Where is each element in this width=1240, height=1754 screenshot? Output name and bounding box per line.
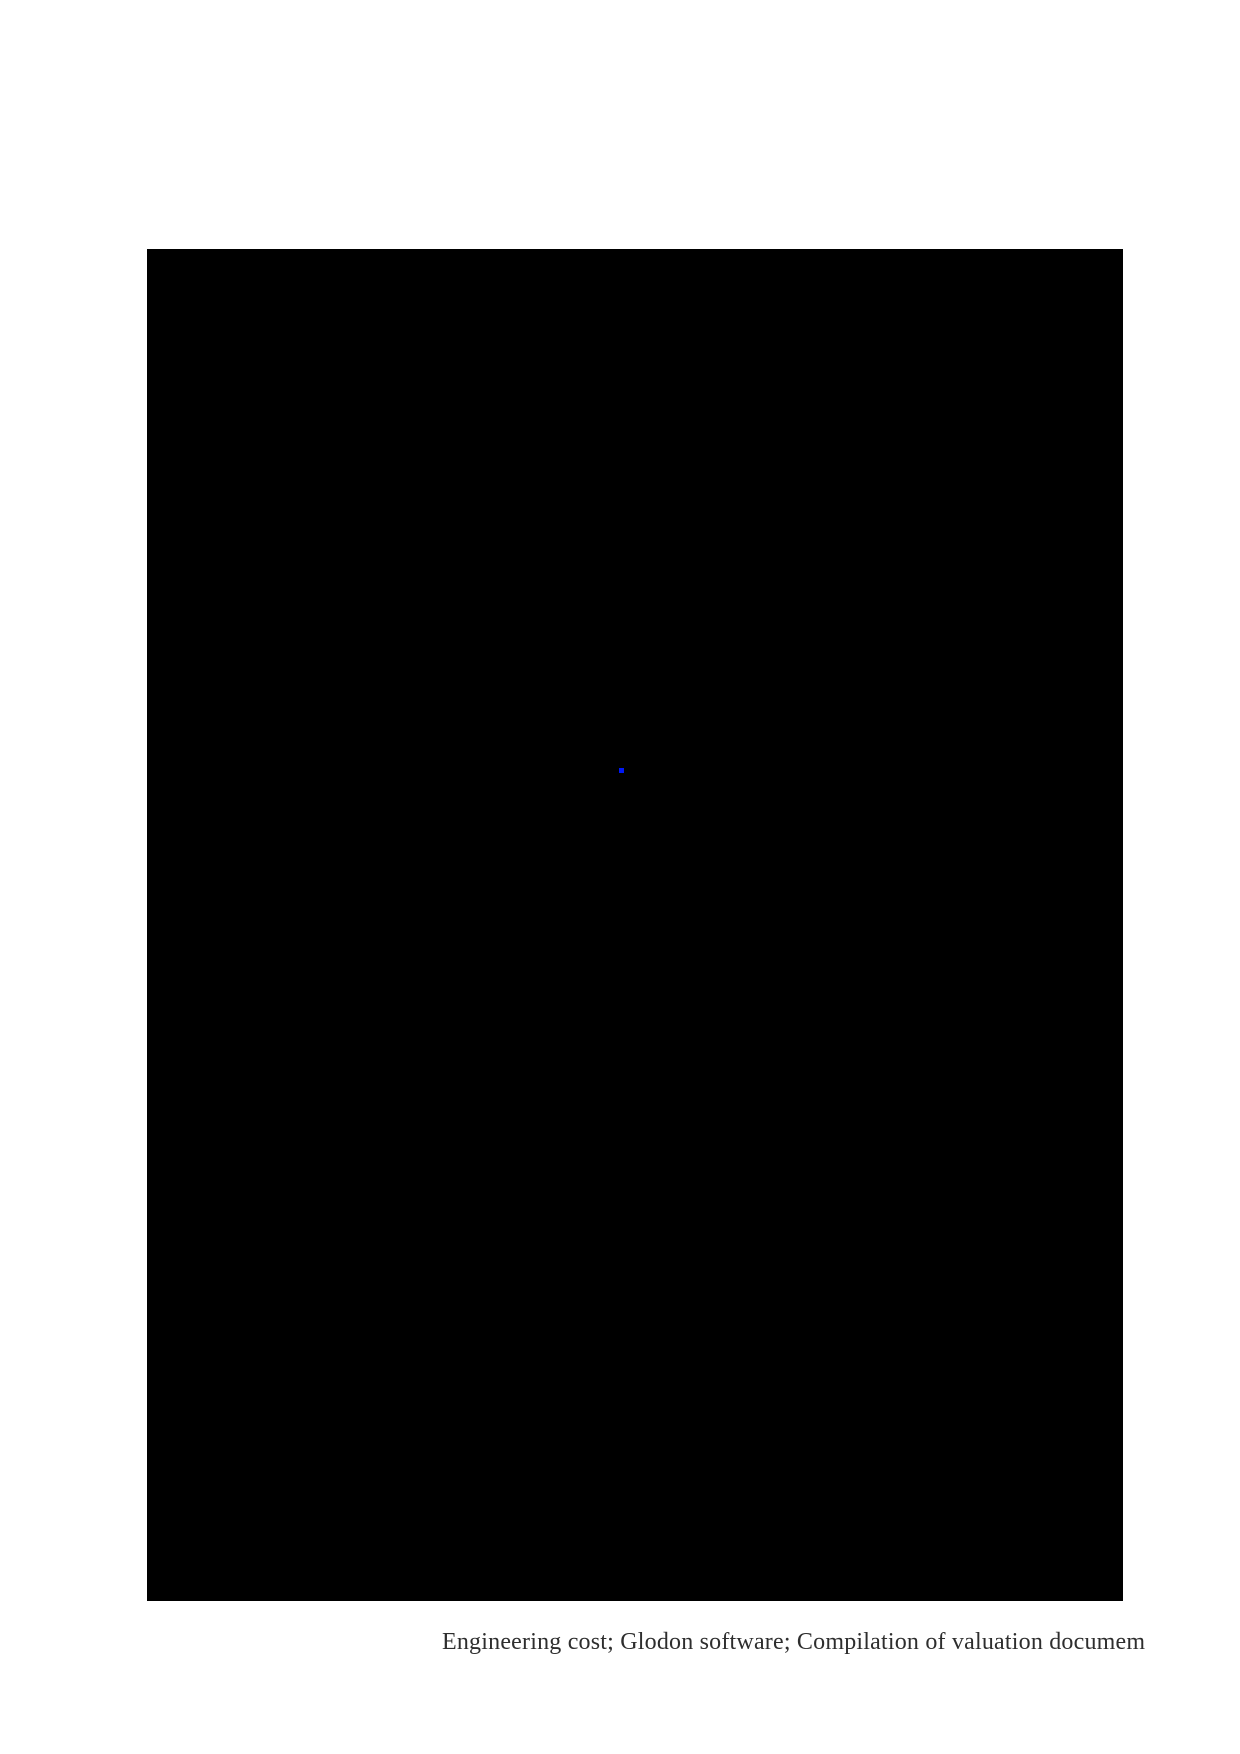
blue-cursor-marker bbox=[619, 768, 624, 773]
keywords-text: Engineering cost; Glodon software; Compilation of valuation documem bbox=[442, 1629, 1146, 1655]
redacted-page-area bbox=[147, 249, 1146, 1655]
keywords-highlight-strip bbox=[438, 1627, 1161, 1658]
